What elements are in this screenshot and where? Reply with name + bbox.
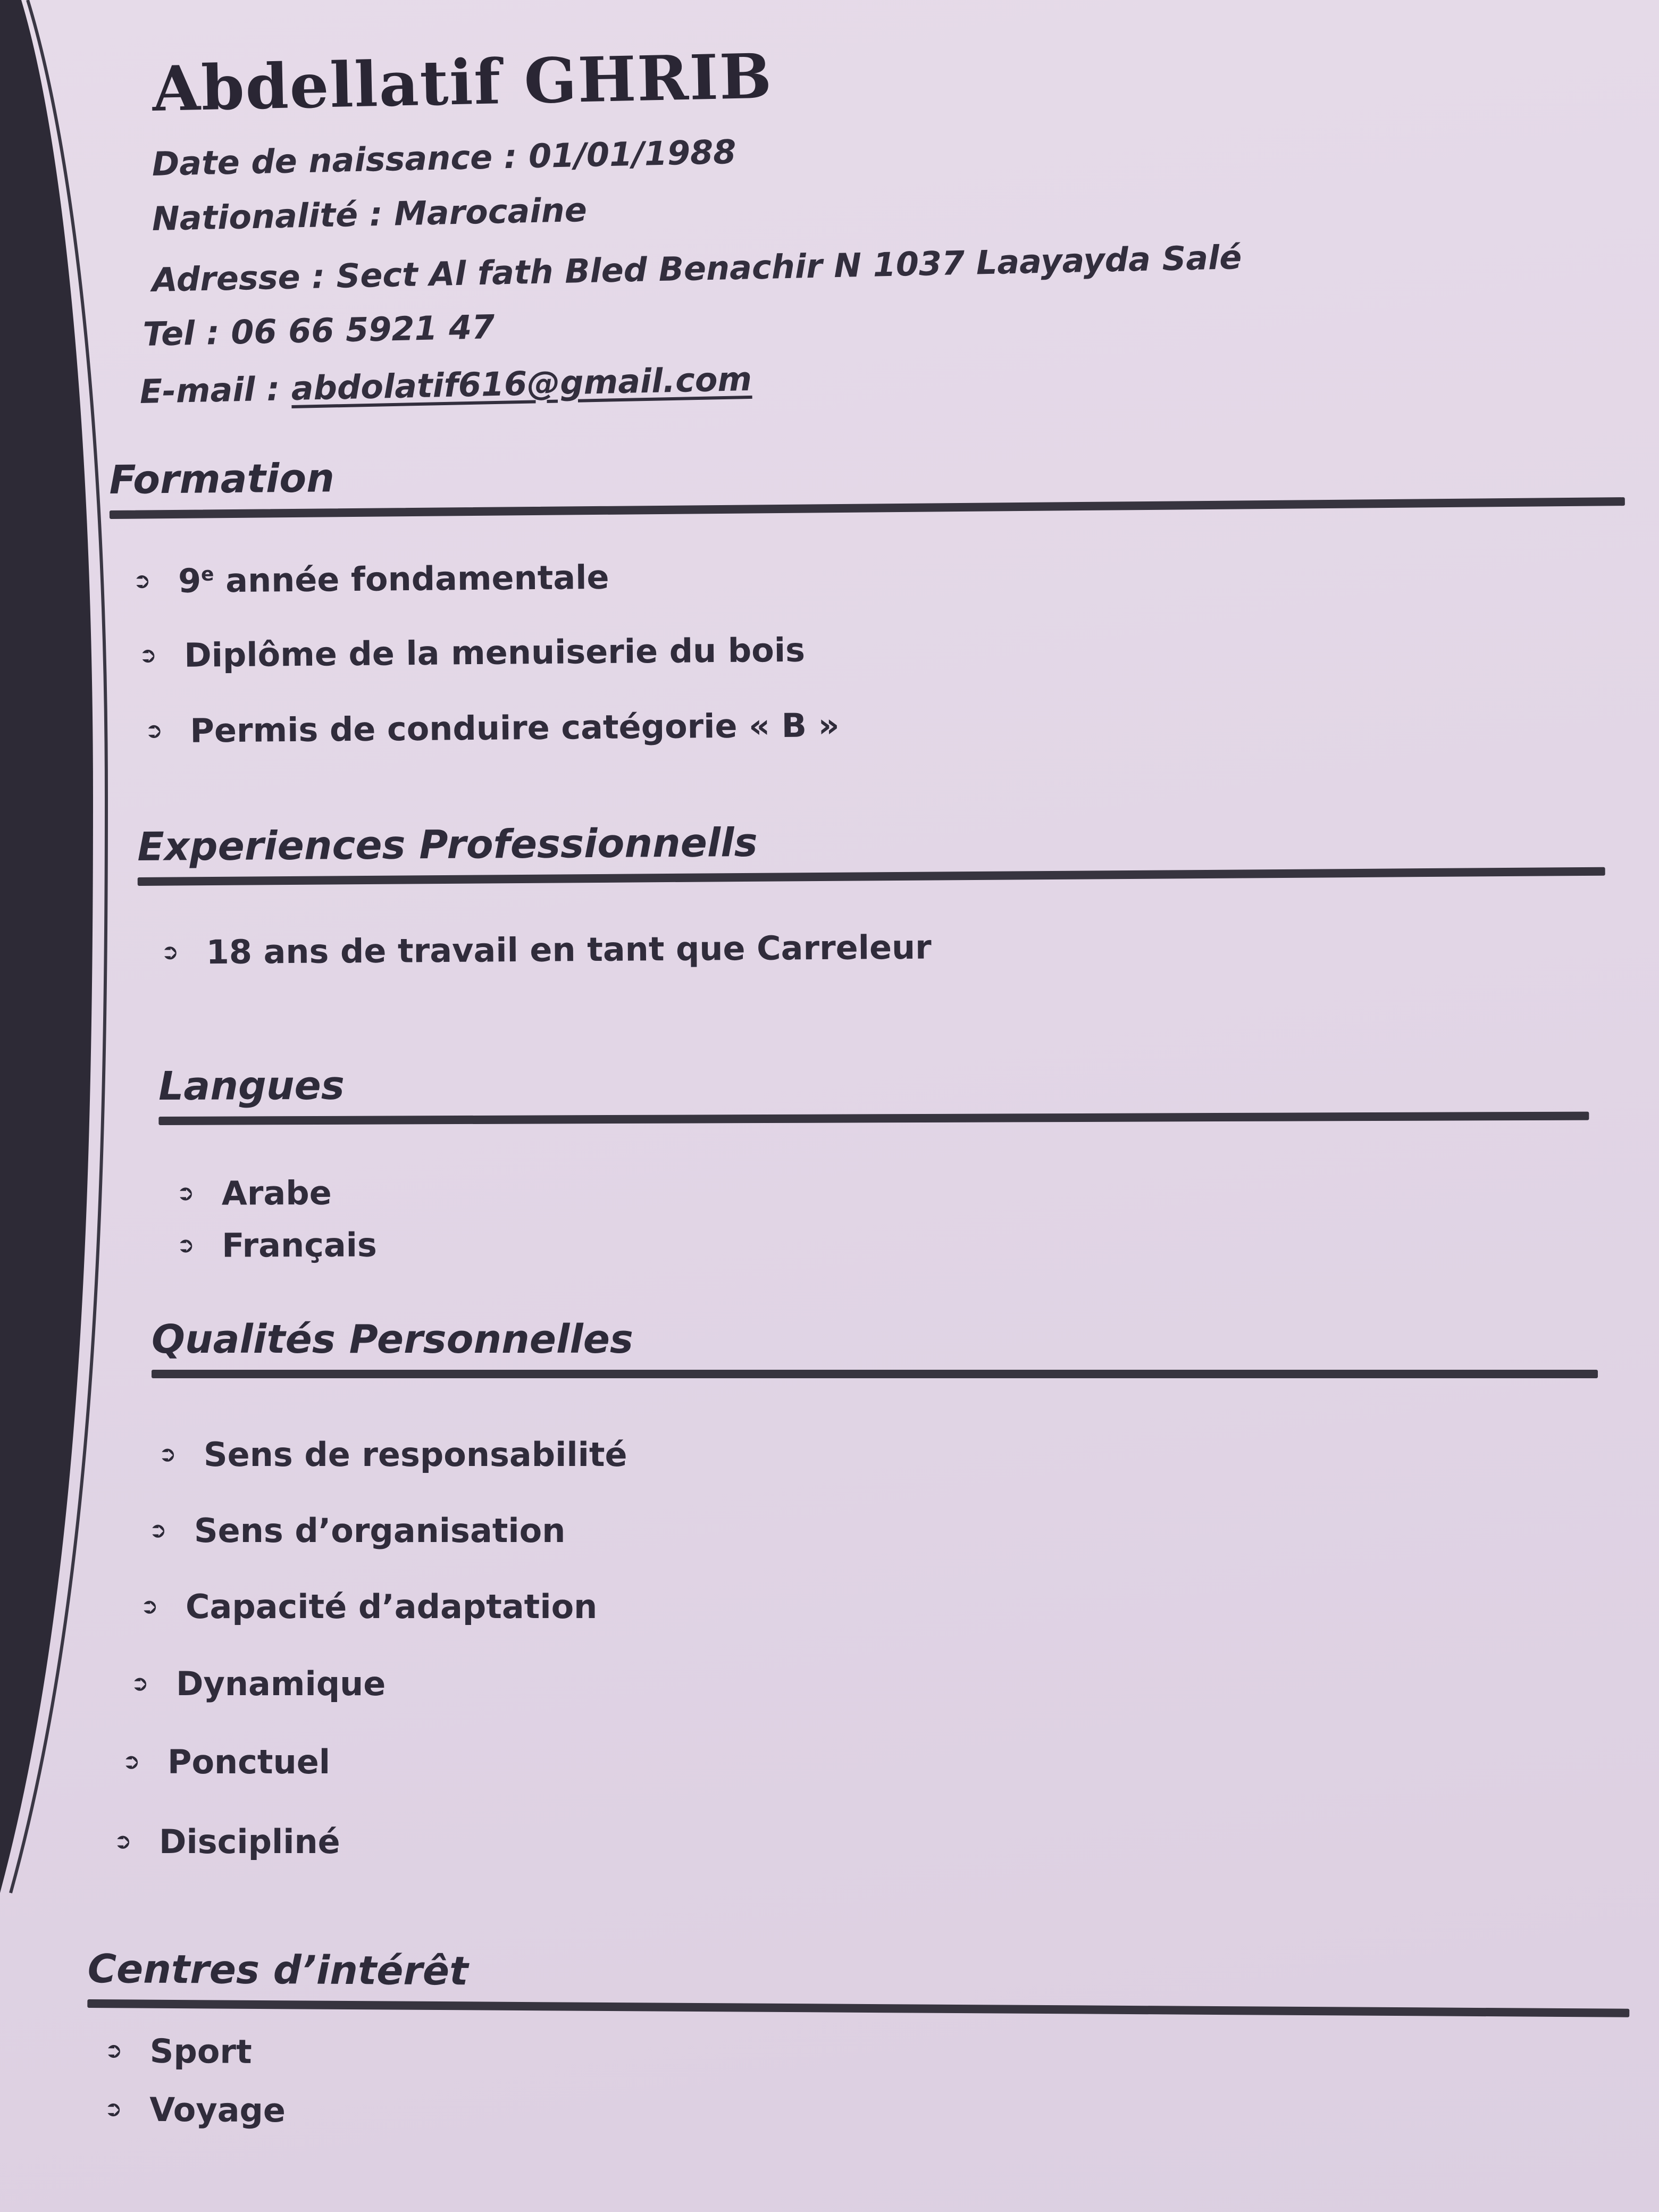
qualite-item-3-text: Capacité d’adaptation — [186, 1587, 598, 1626]
bullet-icon: ➲ — [122, 1749, 140, 1774]
email-link[interactable]: abdolatif616@gmail.com — [290, 359, 752, 408]
bullet-icon: ➲ — [177, 1233, 195, 1258]
qualite-item-1 — [152, 1430, 1598, 1478]
nationality-line — [152, 190, 587, 238]
qualite-item-4 — [124, 1660, 1598, 1707]
address-value: Sect Al fath Bled Benachir N 1037 Laayayda Salé — [336, 238, 1243, 296]
address-line — [152, 238, 1242, 299]
birth-date-value: 01/01/1988 — [528, 132, 737, 176]
bullet-icon: ➲ — [140, 1594, 158, 1619]
qualite-item-5-text: Ponctuel — [167, 1742, 331, 1781]
langue-item-1-text: Arabe — [221, 1173, 332, 1213]
qualite-item-6-text: Discipliné — [159, 1822, 340, 1861]
birth-date-label: Date de naissance : — [152, 137, 518, 183]
qualites-title: Qualités Personnelles — [152, 1317, 633, 1362]
bullet-icon: ➲ — [158, 1442, 177, 1467]
experiences-divider — [138, 867, 1605, 886]
qualites-list — [114, 1430, 1598, 1865]
formation-item-3 — [138, 694, 1627, 755]
langue-item-1 — [170, 1167, 1589, 1214]
bullet-icon: ➲ — [133, 568, 151, 593]
email-label: E-mail : — [139, 369, 280, 411]
centres-divider — [87, 1999, 1629, 2017]
bullet-icon: ➲ — [145, 718, 163, 743]
qualite-item-1-text: Sens de responsabilité — [204, 1435, 627, 1474]
qualites-divider — [152, 1370, 1598, 1378]
nationality-label: Nationalité : — [152, 194, 383, 238]
formation-section — [109, 444, 1627, 755]
qualite-item-6 — [107, 1817, 1598, 1865]
centre-item-1-text: Sport — [149, 2031, 252, 2071]
tel-line — [143, 307, 495, 354]
bullet-icon: ➲ — [177, 1180, 195, 1205]
email-line — [139, 359, 752, 411]
qualite-item-2 — [142, 1506, 1598, 1554]
experiences-section — [137, 814, 1606, 976]
bullet-icon: ➲ — [104, 2038, 123, 2063]
tel-value: 06 66 5921 47 — [230, 307, 496, 352]
formation-item-1-text: 9e année fondamentale — [178, 557, 609, 600]
langues-divider — [158, 1112, 1589, 1125]
langues-list — [170, 1167, 1590, 1267]
experience-item-1 — [154, 918, 1606, 976]
formation-item-2-text: Diplôme de la menuiserie du bois — [183, 630, 806, 675]
formation-title: Formation — [109, 455, 335, 503]
bullet-icon: ➲ — [149, 1518, 167, 1543]
qualite-item-2-text: Sens d’organisation — [194, 1511, 566, 1550]
langue-item-2-text: Français — [222, 1225, 378, 1265]
bullet-icon: ➲ — [161, 940, 179, 965]
formation-item-1 — [126, 544, 1626, 605]
formation-item-3-text: Permis de conduire catégorie « B » — [190, 705, 840, 750]
experiences-title: Experiences Professionnells — [137, 819, 758, 870]
langues-title: Langues — [158, 1062, 345, 1109]
langue-item-2 — [170, 1219, 1589, 1267]
cv-name: Abdellatif GHRIB — [152, 40, 774, 125]
formation-list — [126, 544, 1627, 755]
bullet-icon: ➲ — [139, 643, 157, 668]
nationality-value: Marocaine — [393, 190, 588, 233]
centres-list — [97, 2029, 1629, 2140]
formation-item-2 — [132, 618, 1627, 680]
qualite-item-5 — [115, 1738, 1598, 1786]
qualite-item-3 — [133, 1582, 1598, 1630]
address-label: Adresse : — [152, 257, 325, 299]
centre-item-1 — [98, 2029, 1629, 2081]
experience-item-1-text: 18 ans de travail en tant que Carreleur — [206, 927, 932, 971]
centre-item-2-text: Voyage — [149, 2090, 286, 2130]
langues-section — [158, 1059, 1589, 1267]
centres-section — [87, 1946, 1630, 2140]
bullet-icon: ➲ — [114, 1829, 132, 1854]
qualite-item-4-text: Dynamique — [176, 1664, 386, 1703]
birth-date-line — [152, 132, 736, 183]
qualites-section — [114, 1317, 1598, 1865]
centres-title: Centres d’intérêt — [87, 1946, 468, 1995]
experiences-list — [154, 918, 1606, 976]
centre-item-2 — [97, 2088, 1629, 2140]
tel-label: Tel : — [143, 313, 220, 354]
bullet-icon: ➲ — [131, 1671, 149, 1696]
bullet-icon: ➲ — [104, 2097, 123, 2122]
